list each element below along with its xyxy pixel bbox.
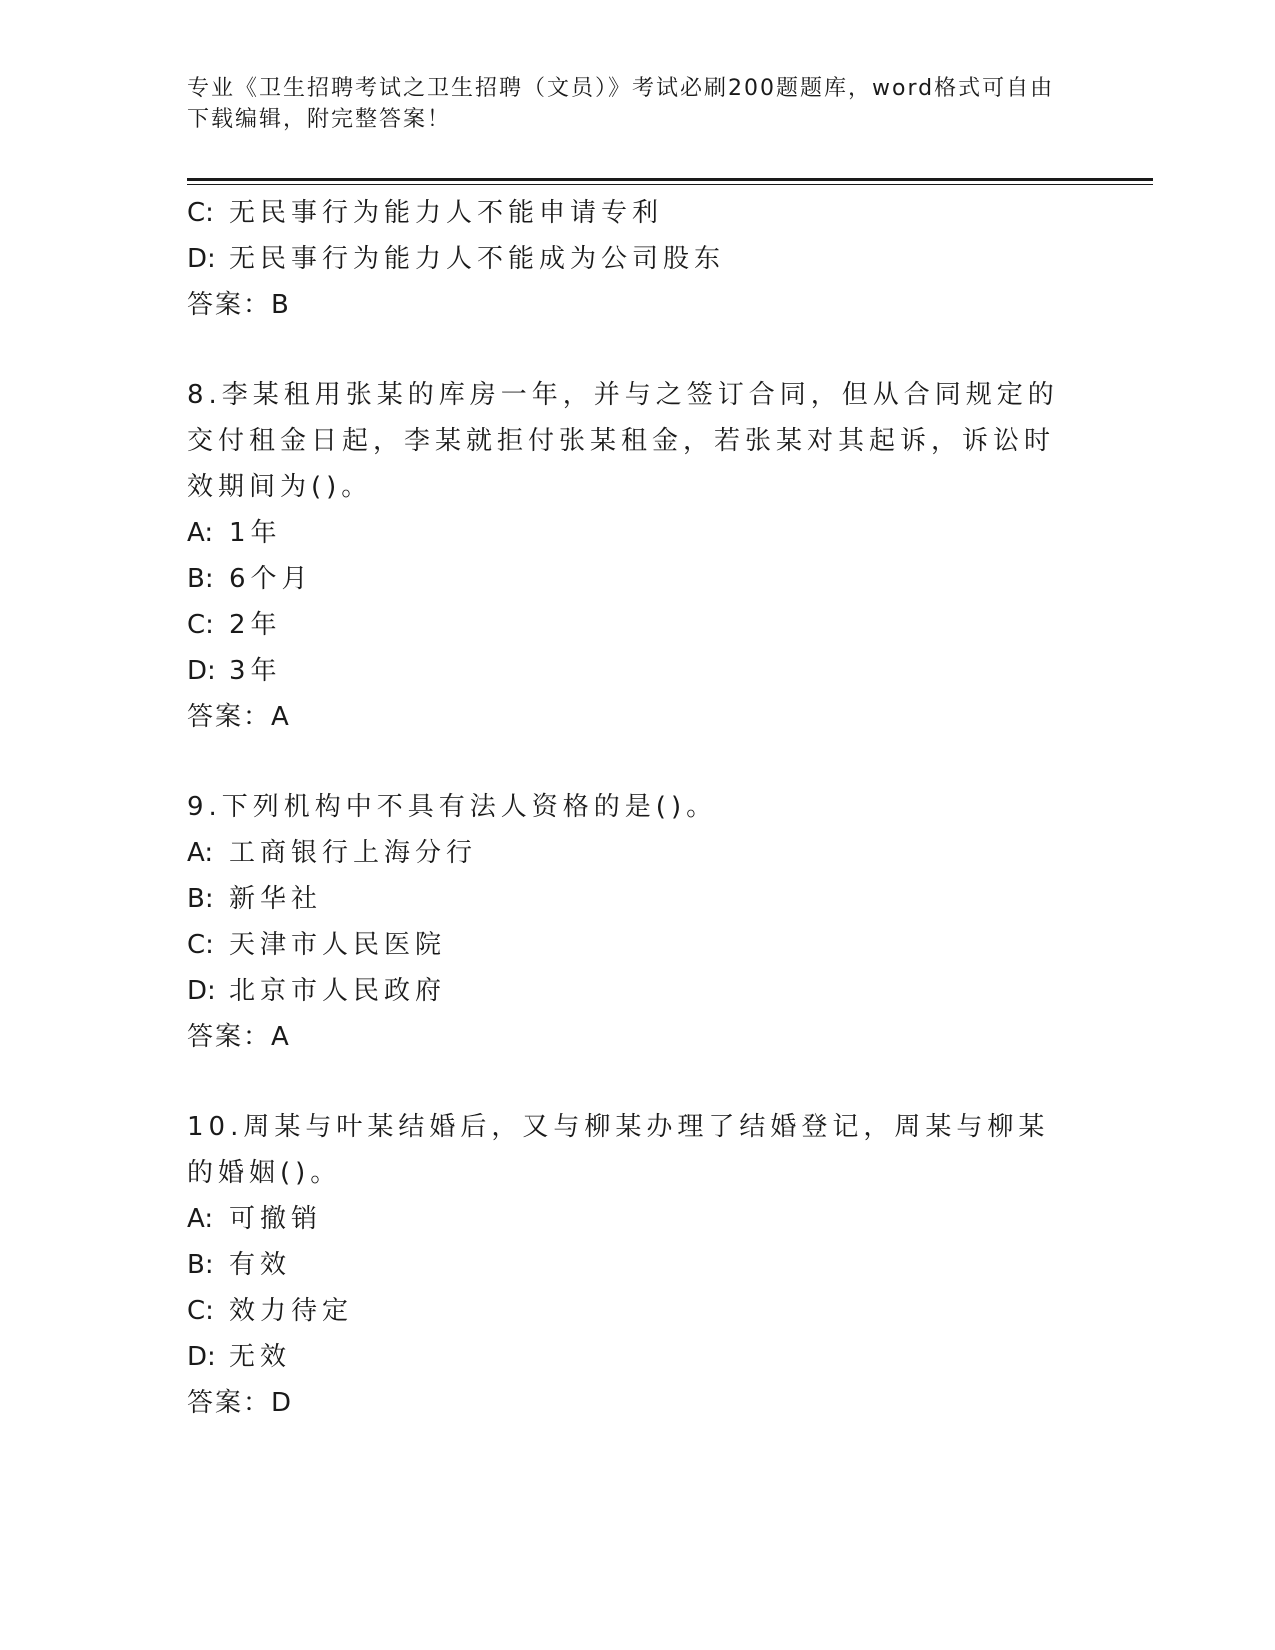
option-a bbox=[187, 1196, 1077, 1242]
carryover-block bbox=[187, 190, 1077, 328]
answer-line: 答案：A bbox=[187, 702, 291, 732]
answer-line: 答案：A bbox=[187, 1022, 291, 1052]
option-b bbox=[187, 876, 1077, 922]
question-list bbox=[187, 190, 1077, 1426]
document-header: 专业《卫生招聘考试之卫生招聘（文员）》考试必刷200题题库，word格式可自由下载编辑，附完整答案！ bbox=[187, 76, 1055, 132]
option-d bbox=[187, 648, 1077, 694]
question-10 bbox=[187, 1104, 1077, 1426]
option-letter: B: bbox=[187, 564, 214, 594]
option-text: 无民事行为能力人不能申请专利 bbox=[229, 198, 664, 228]
option-letter: C: bbox=[187, 1296, 214, 1326]
option-a bbox=[187, 510, 1077, 556]
question-stem: 9.下列机构中不具有法人资格的是()。 bbox=[187, 792, 718, 822]
header-rule-thick bbox=[187, 178, 1153, 181]
option-letter: C: bbox=[187, 610, 214, 640]
option-c bbox=[187, 602, 1077, 648]
option-letter: B: bbox=[187, 1250, 214, 1280]
option-letter: D: bbox=[187, 656, 216, 686]
option-b bbox=[187, 556, 1077, 602]
option-letter: C: bbox=[187, 198, 214, 228]
option-a bbox=[187, 830, 1077, 876]
option-c bbox=[187, 1288, 1077, 1334]
option-text: 效力待定 bbox=[229, 1296, 354, 1326]
question-stem: 10.周某与叶某结婚后，又与柳某办理了结婚登记，周某与柳某的婚姻()。 bbox=[187, 1112, 1050, 1188]
option-letter: D: bbox=[187, 1342, 216, 1372]
option-d bbox=[187, 236, 1077, 282]
spacer bbox=[187, 328, 1077, 372]
option-text: 工商银行上海分行 bbox=[229, 838, 478, 868]
option-text: 2年 bbox=[229, 610, 282, 640]
option-text: 新华社 bbox=[229, 884, 323, 914]
question-stem: 8.李某租用张某的库房一年，并与之签订合同，但从合同规定的交付租金日起，李某就拒付张某租金，若张某对其起诉，诉讼时效期间为()。 bbox=[187, 380, 1059, 502]
question-8 bbox=[187, 372, 1077, 740]
option-letter: B: bbox=[187, 884, 214, 914]
option-text: 北京市人民政府 bbox=[229, 976, 447, 1006]
answer-line: 答案：D bbox=[187, 1388, 294, 1418]
option-letter: C: bbox=[187, 930, 214, 960]
option-c bbox=[187, 922, 1077, 968]
option-letter: D: bbox=[187, 244, 216, 274]
option-letter: D: bbox=[187, 976, 216, 1006]
option-text: 无效 bbox=[229, 1342, 292, 1372]
option-text: 无民事行为能力人不能成为公司股东 bbox=[229, 244, 726, 274]
option-text: 有效 bbox=[229, 1250, 292, 1280]
option-text: 6个月 bbox=[229, 564, 313, 594]
option-letter: A: bbox=[187, 518, 214, 548]
option-text: 1年 bbox=[229, 518, 282, 548]
spacer bbox=[187, 740, 1077, 784]
option-d bbox=[187, 1334, 1077, 1380]
question-9 bbox=[187, 784, 1077, 1060]
header-rule-thin bbox=[187, 184, 1153, 185]
option-b bbox=[187, 1242, 1077, 1288]
option-text: 3年 bbox=[229, 656, 282, 686]
option-letter: A: bbox=[187, 838, 214, 868]
answer-line: 答案：B bbox=[187, 290, 291, 320]
option-c bbox=[187, 190, 1077, 236]
option-text: 可撤销 bbox=[229, 1204, 323, 1234]
option-text: 天津市人民医院 bbox=[229, 930, 447, 960]
option-letter: A: bbox=[187, 1204, 214, 1234]
spacer bbox=[187, 1060, 1077, 1104]
option-d bbox=[187, 968, 1077, 1014]
